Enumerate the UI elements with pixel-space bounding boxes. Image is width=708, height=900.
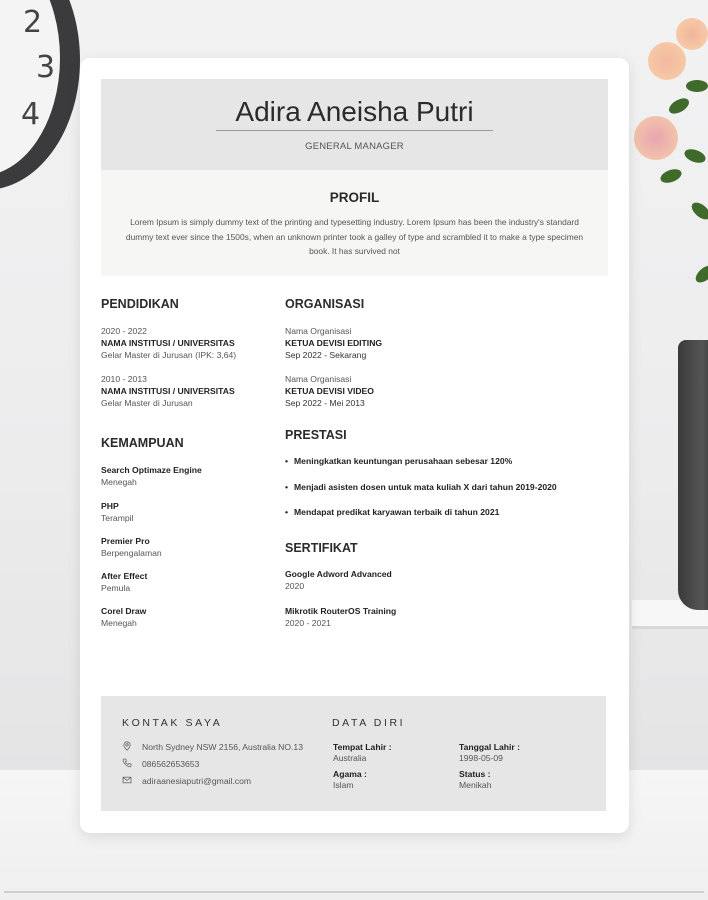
- status-value: Menikah: [459, 780, 492, 790]
- education-institution: NAMA INSTITUSI / UNIVERSITAS: [101, 338, 235, 348]
- birthplace-value: Australia: [333, 753, 367, 763]
- contact-title: KONTAK SAYA: [122, 717, 223, 729]
- achievement-item: • Menjadi asisten dosen untuk mata kuliah X dari tahun 2019-2020: [285, 482, 557, 492]
- organization-period: Sep 2022 - Sekarang: [285, 350, 367, 360]
- skill-name: PHP: [101, 501, 119, 511]
- clock-number-2: 2: [23, 5, 43, 40]
- education-degree: Gelar Master di Jurusan: [101, 398, 193, 408]
- skill-name: Corel Draw: [101, 606, 147, 616]
- certificate-name: Google Adword Advanced: [285, 569, 392, 579]
- skill-name: Search Optimaze Engine: [101, 465, 202, 475]
- frame-edge: [4, 0, 704, 893]
- skill-name: After Effect: [101, 571, 148, 581]
- job-title: GENERAL MANAGER: [305, 141, 404, 152]
- skill-level: Menegah: [101, 618, 137, 628]
- clock-number-4: 4: [21, 97, 41, 132]
- status-label: Status :: [459, 769, 491, 779]
- organization-position: KETUA DEVISI EDITING: [285, 338, 383, 348]
- organization-period: Sep 2022 - Mei 2013: [285, 398, 365, 408]
- certificate-year: 2020 - 2021: [285, 618, 331, 628]
- birthplace-label: Tempat Lahir :: [333, 742, 392, 752]
- organization-name: Nama Organisasi: [285, 326, 352, 336]
- achievement-item: • Meningkatkan keuntungan perusahaan sebesar 120%: [285, 456, 512, 466]
- contact-phone-text: 086562653653: [142, 759, 200, 769]
- skill-name: Premier Pro: [101, 536, 150, 546]
- contact-email-text[interactable]: adiraanesiaputri@gmail.com: [142, 776, 252, 786]
- profile-title: PROFIL: [329, 190, 380, 205]
- certificate-year: 2020: [285, 581, 305, 591]
- certificates-title: SERTIFIKAT: [285, 541, 358, 555]
- skill-level: Berpengalaman: [101, 548, 162, 558]
- clock-number-3: 3: [36, 50, 56, 85]
- education-institution: NAMA INSTITUSI / UNIVERSITAS: [101, 386, 235, 396]
- achievements-title: PRESTASI: [285, 428, 347, 442]
- religion-label: Agama :: [333, 769, 367, 779]
- personal-data-title: DATA DIRI: [332, 717, 406, 729]
- profile-text: Lorem Ipsum is simply dummy text of the printing and typesetting industry. Lorem Ipsum has been the industry's standard dummy text ever since the 1500s, when an unknown printer took a galley of type and scrambled it to make a type specimen book. It has survived not: [125, 217, 584, 256]
- education-years: 2020 - 2022: [101, 326, 147, 336]
- skills-title: KEMAMPUAN: [101, 436, 184, 450]
- organization-position: KETUA DEVISI VIDEO: [285, 386, 374, 396]
- skill-level: Terampil: [101, 513, 134, 523]
- certificate-name: Mikrotik RouterOS Training: [285, 606, 397, 616]
- birthdate-label: Tanggal Lahir :: [459, 742, 520, 752]
- organization-title: ORGANISASI: [285, 297, 365, 311]
- organization-name: Nama Organisasi: [285, 374, 352, 384]
- person-name: Adira Aneisha Putri: [235, 96, 474, 127]
- achievement-item: • Mendapat predikat karyawan terbaik di tahun 2021: [285, 507, 499, 517]
- education-degree: Gelar Master di Jurusan (IPK: 3,64): [101, 350, 237, 360]
- contact-address-text: North Sydney NSW 2156, Australia NO.13: [142, 742, 303, 752]
- skill-level: Pemula: [101, 583, 131, 593]
- education-years: 2010 - 2013: [101, 374, 147, 384]
- skill-level: Menegah: [101, 477, 137, 487]
- education-title: PENDIDIKAN: [101, 297, 179, 311]
- birthdate-value: 1998-05-09: [459, 753, 503, 763]
- religion-value: Islam: [333, 780, 354, 790]
